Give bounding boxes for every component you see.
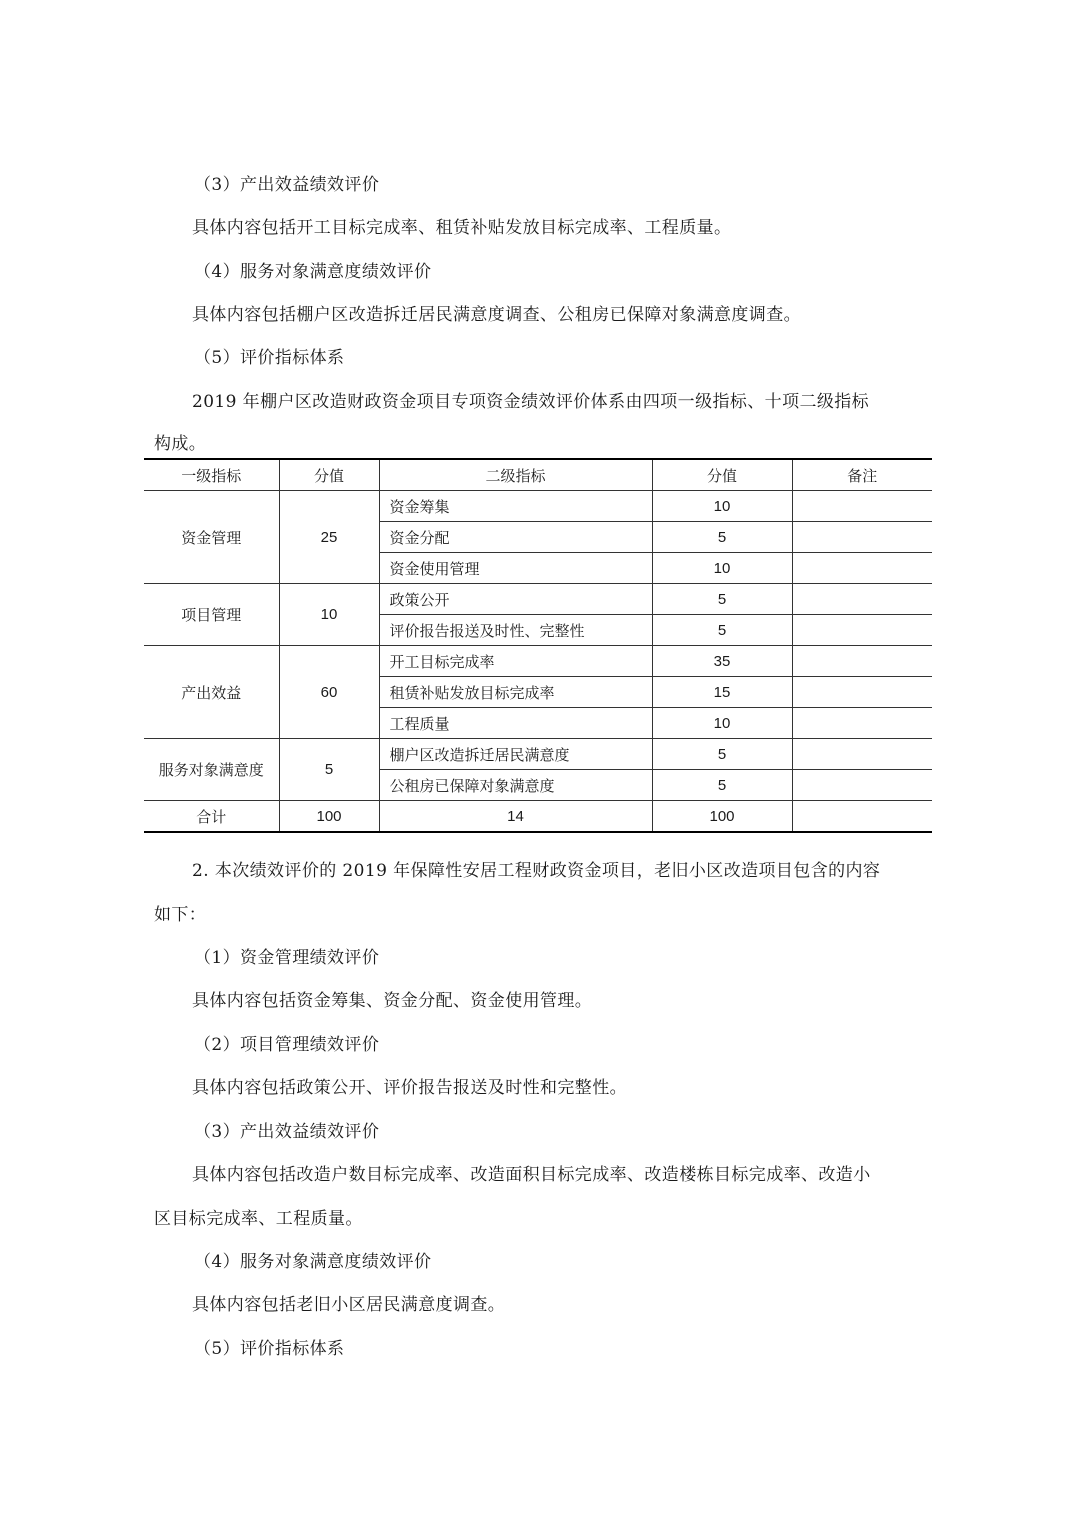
heading-output-benefit-2: （3）产出效益绩效评价 xyxy=(194,1122,380,1142)
remark-cell xyxy=(792,615,932,646)
table-row xyxy=(144,739,932,770)
remark-cell xyxy=(792,491,932,522)
level2-indicator: 开工目标完成率 xyxy=(379,646,652,677)
level2-indicator: 资金使用管理 xyxy=(379,553,652,584)
remark-cell xyxy=(792,708,932,739)
table-header: 备注 xyxy=(792,459,932,491)
level2-score: 35 xyxy=(652,646,792,677)
remark-cell xyxy=(792,584,932,615)
paragraph-output-benefit-2: 具体内容包括改造户数目标完成率、改造面积目标完成率、改造楼栋目标完成率、改造小 xyxy=(192,1165,871,1185)
level1-score: 10 xyxy=(279,584,379,646)
heading-satisfaction: （4）服务对象满意度绩效评价 xyxy=(194,262,432,282)
level2-score: 5 xyxy=(652,522,792,553)
heading-project-management: （2）项目管理绩效评价 xyxy=(194,1035,380,1055)
table-row xyxy=(144,491,932,522)
level2-score: 5 xyxy=(652,739,792,770)
remark-cell xyxy=(792,553,932,584)
level1-score: 60 xyxy=(279,646,379,739)
level2-score: 10 xyxy=(652,708,792,739)
paragraph-satisfaction-2: 具体内容包括老旧小区居民满意度调查。 xyxy=(192,1295,506,1315)
level1-indicator: 产出效益 xyxy=(144,646,279,739)
level2-score: 5 xyxy=(652,615,792,646)
level2-score: 10 xyxy=(652,553,792,584)
level1-indicator: 资金管理 xyxy=(144,491,279,584)
remark-cell xyxy=(792,739,932,770)
heading-indicator-system-2: （5）评价指标体系 xyxy=(194,1339,345,1359)
table-header: 一级指标 xyxy=(144,459,279,491)
level2-score: 5 xyxy=(652,770,792,801)
level2-indicator: 棚户区改造拆迁居民满意度 xyxy=(379,739,652,770)
table-header: 二级指标 xyxy=(379,459,652,491)
remark-cell xyxy=(792,801,932,833)
indicator-table xyxy=(144,458,932,833)
level2-indicator: 资金筹集 xyxy=(379,491,652,522)
table-header: 分值 xyxy=(652,459,792,491)
total-label: 合计 xyxy=(144,801,279,833)
level2-indicator: 评价报告报送及时性、完整性 xyxy=(379,615,652,646)
paragraph-indicator-system: 2019 年棚户区改造财政资金项目专项资金绩效评价体系由四项一级指标、十项二级指标 xyxy=(192,392,870,412)
table-row xyxy=(144,646,932,677)
remark-cell xyxy=(792,522,932,553)
paragraph-old-community: 2. 本次绩效评价的 2019 年保障性安居工程财政资金项目，老旧小区改造项目包含的内容 xyxy=(192,861,881,881)
level1-indicator: 项目管理 xyxy=(144,584,279,646)
paragraph-output-benefit-2-cont: 区目标完成率、工程质量。 xyxy=(154,1209,363,1229)
table-header: 分值 xyxy=(279,459,379,491)
level2-indicator: 政策公开 xyxy=(379,584,652,615)
remark-cell xyxy=(792,646,932,677)
heading-fund-management: （1）资金管理绩效评价 xyxy=(194,948,380,968)
level1-indicator: 服务对象满意度 xyxy=(144,739,279,801)
level2-indicator: 工程质量 xyxy=(379,708,652,739)
level2-score: 10 xyxy=(652,491,792,522)
paragraph-project-management: 具体内容包括政策公开、评价报告报送及时性和完整性。 xyxy=(192,1078,627,1098)
heading-satisfaction-2: （4）服务对象满意度绩效评价 xyxy=(194,1252,432,1272)
level1-score: 5 xyxy=(279,739,379,801)
level2-score: 5 xyxy=(652,584,792,615)
total-sub-score: 100 xyxy=(652,801,792,833)
level2-indicator: 租赁补贴发放目标完成率 xyxy=(379,677,652,708)
table-total-row xyxy=(144,801,932,833)
remark-cell xyxy=(792,770,932,801)
level2-indicator: 资金分配 xyxy=(379,522,652,553)
paragraph-fund-management: 具体内容包括资金筹集、资金分配、资金使用管理。 xyxy=(192,991,593,1011)
paragraph-indicator-system-cont: 构成。 xyxy=(154,434,207,454)
paragraph-output-benefit: 具体内容包括开工目标完成率、租赁补贴发放目标完成率、工程质量。 xyxy=(192,218,732,238)
heading-indicator-system: （5）评价指标体系 xyxy=(194,348,345,368)
heading-output-benefit: （3）产出效益绩效评价 xyxy=(194,175,380,195)
paragraph-satisfaction: 具体内容包括棚户区改造拆迁居民满意度调查、公租房已保障对象满意度调查。 xyxy=(192,305,801,325)
total-count: 14 xyxy=(379,801,652,833)
total-score: 100 xyxy=(279,801,379,833)
paragraph-old-community-cont: 如下： xyxy=(154,905,207,925)
level2-score: 15 xyxy=(652,677,792,708)
table-row xyxy=(144,584,932,615)
table-header-row xyxy=(144,459,932,491)
level1-score: 25 xyxy=(279,491,379,584)
level2-indicator: 公租房已保障对象满意度 xyxy=(379,770,652,801)
remark-cell xyxy=(792,677,932,708)
